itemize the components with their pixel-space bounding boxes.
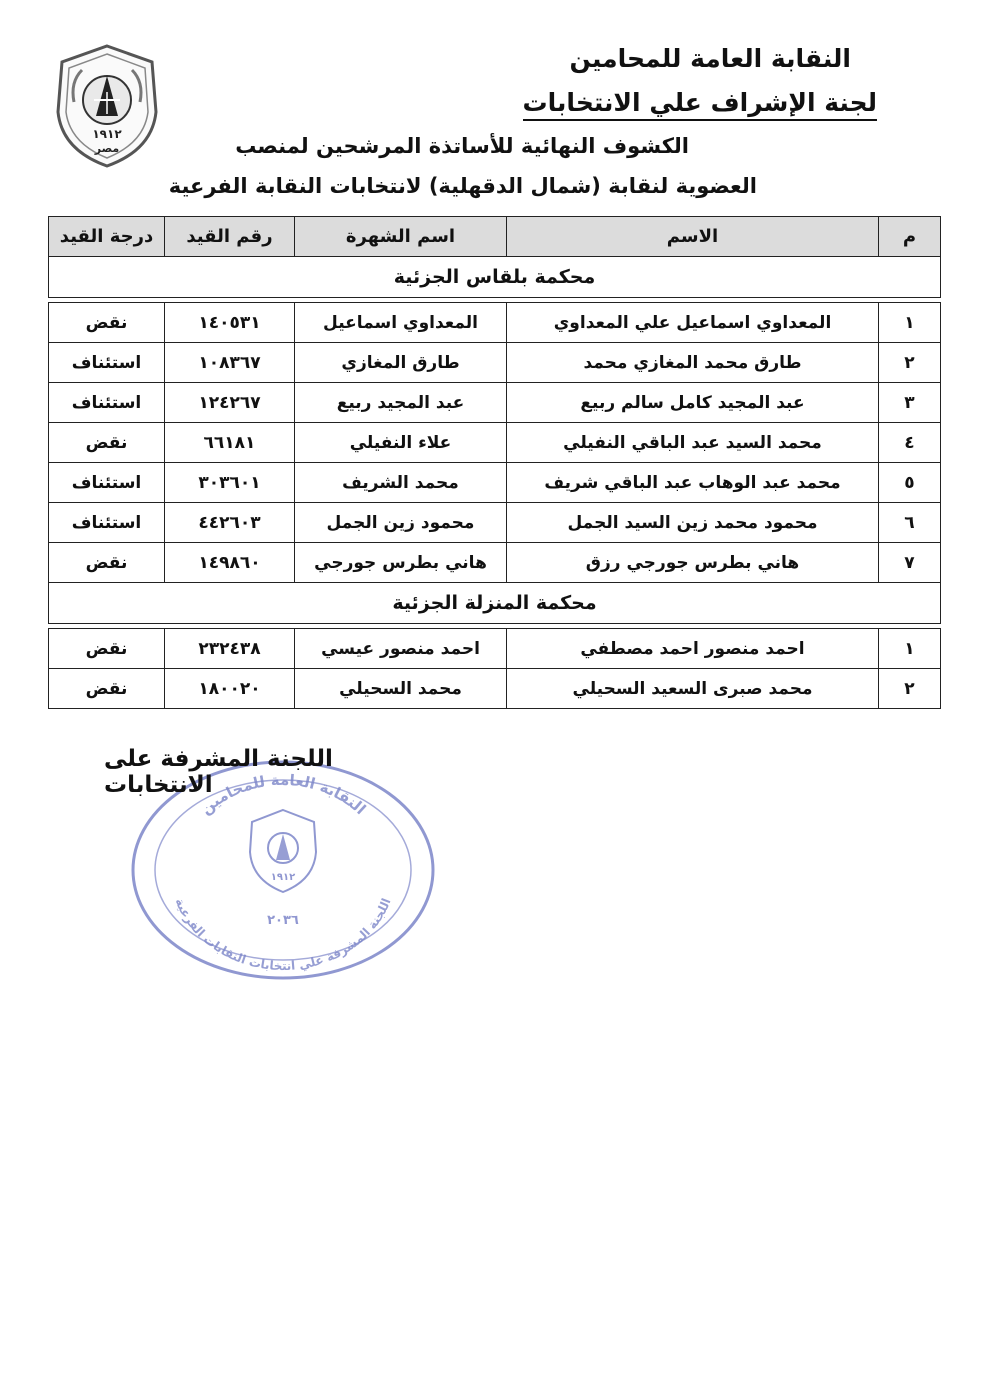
registration-level: نقض bbox=[49, 423, 165, 463]
registration-level: استئناف bbox=[49, 383, 165, 423]
candidate-name: المعداوي اسماعيل علي المعداوي bbox=[507, 303, 879, 343]
column-header-number: م bbox=[879, 217, 941, 257]
registration-number: ٢٣٢٤٣٨ bbox=[165, 629, 295, 669]
table-row bbox=[49, 629, 941, 669]
candidate-nickname: المعداوي اسماعيل bbox=[295, 303, 507, 343]
row-number: ٣ bbox=[879, 383, 941, 423]
candidate-name: عبد المجيد كامل سالم ربيع bbox=[507, 383, 879, 423]
table-row bbox=[49, 463, 941, 503]
court-section-row bbox=[49, 257, 941, 298]
supervising-committee-signature: اللجنة المشرفة على الانتخابات bbox=[104, 746, 333, 798]
candidate-nickname: هاني بطرس جورجي bbox=[295, 543, 507, 583]
candidate-name: طارق محمد المغازي محمد bbox=[507, 343, 879, 383]
organization-name: النقابة العامة للمحامين bbox=[569, 44, 851, 73]
committee-title-text: لجنة الإشراف علي الانتخابات bbox=[523, 88, 877, 121]
candidate-nickname: علاء النفيلي bbox=[295, 423, 507, 463]
column-header-registration-number: رقم القيد bbox=[165, 217, 295, 257]
table-row bbox=[49, 423, 941, 463]
candidate-nickname: طارق المغازي bbox=[295, 343, 507, 383]
table-row bbox=[49, 669, 941, 709]
row-number: ٥ bbox=[879, 463, 941, 503]
candidate-nickname: عبد المجيد ربيع bbox=[295, 383, 507, 423]
registration-number: ١٢٤٢٦٧ bbox=[165, 383, 295, 423]
table-header-row bbox=[49, 217, 941, 257]
registration-level: استئناف bbox=[49, 503, 165, 543]
committee-title bbox=[437, 88, 877, 117]
registration-number: ١٠٨٣٦٧ bbox=[165, 343, 295, 383]
registration-number: ٣٠٣٦٠١ bbox=[165, 463, 295, 503]
stamp-text-bottom: اللجنة المشرفة علي انتخابات النقابات الفرعية bbox=[172, 896, 394, 974]
table-row bbox=[49, 383, 941, 423]
candidates-table bbox=[48, 216, 941, 709]
candidate-name: هاني بطرس جورجي رزق bbox=[507, 543, 879, 583]
registration-level: نقض bbox=[49, 303, 165, 343]
column-header-registration-level: درجة القيد bbox=[49, 217, 165, 257]
candidate-nickname: محمد الشريف bbox=[295, 463, 507, 503]
stamp-year-bottom: ٢٠٣٦ bbox=[267, 913, 299, 928]
table-row bbox=[49, 503, 941, 543]
registration-number: ١٤٩٨٦٠ bbox=[165, 543, 295, 583]
stamp-year-top: ١٩١٢ bbox=[270, 872, 296, 883]
candidate-name: محمد صبرى السعيد السحيلي bbox=[507, 669, 879, 709]
candidate-nickname: احمد منصور عيسي bbox=[295, 629, 507, 669]
logo-country: مصر bbox=[94, 142, 120, 155]
column-header-nickname: اسم الشهرة bbox=[295, 217, 507, 257]
candidate-nickname: محمد السحيلي bbox=[295, 669, 507, 709]
registration-level: نقض bbox=[49, 629, 165, 669]
candidate-name: محمد عبد الوهاب عبد الباقي شريف bbox=[507, 463, 879, 503]
stamp-text-top: النقابة العامة للمحامين bbox=[196, 770, 370, 819]
candidate-name: محمود محمد زين السيد الجمل bbox=[507, 503, 879, 543]
court-section-row bbox=[49, 583, 941, 624]
table-row bbox=[49, 543, 941, 583]
candidate-name: احمد منصور احمد مصطفي bbox=[507, 629, 879, 669]
document-title-line2: العضوية لنقابة (شمال الدقهلية) لانتخابات النقابة الفرعية bbox=[168, 174, 757, 198]
court-name: محكمة المنزلة الجزئية bbox=[49, 583, 941, 624]
registration-level: استئناف bbox=[49, 343, 165, 383]
row-number: ٧ bbox=[879, 543, 941, 583]
document-title-line1: الكشوف النهائية للأساتذة المرشحين لمنصب bbox=[235, 134, 689, 158]
logo-year: ١٩١٢ bbox=[92, 127, 122, 141]
candidate-name: محمد السيد عبد الباقي النفيلي bbox=[507, 423, 879, 463]
candidate-nickname: محمود زين الجمل bbox=[295, 503, 507, 543]
court-name: محكمة بلقاس الجزئية bbox=[49, 257, 941, 298]
row-number: ١ bbox=[879, 629, 941, 669]
row-number: ١ bbox=[879, 303, 941, 343]
registration-level: استئناف bbox=[49, 463, 165, 503]
registration-number: ٦٦١٨١ bbox=[165, 423, 295, 463]
row-number: ٢ bbox=[879, 343, 941, 383]
registration-number: ٤٤٢٦٠٣ bbox=[165, 503, 295, 543]
registration-level: نقض bbox=[49, 543, 165, 583]
column-header-name: الاسم bbox=[507, 217, 879, 257]
bar-association-logo bbox=[52, 42, 162, 170]
registration-number: ١٨٠٠٢٠ bbox=[165, 669, 295, 709]
row-number: ٤ bbox=[879, 423, 941, 463]
table-row bbox=[49, 343, 941, 383]
registration-number: ١٤٠٥٣١ bbox=[165, 303, 295, 343]
registration-level: نقض bbox=[49, 669, 165, 709]
table-row bbox=[49, 303, 941, 343]
row-number: ٦ bbox=[879, 503, 941, 543]
row-number: ٢ bbox=[879, 669, 941, 709]
